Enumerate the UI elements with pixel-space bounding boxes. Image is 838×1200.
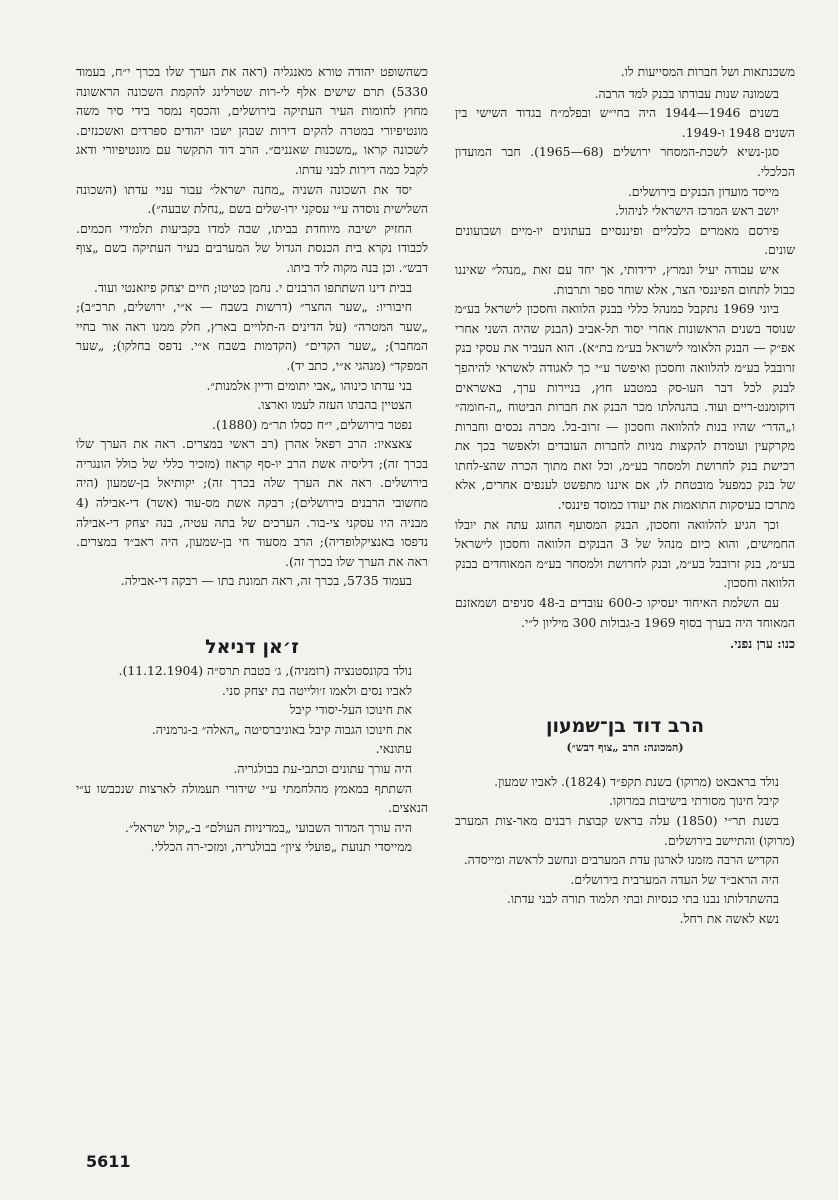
paragraph: בשנים 1946—1944 היה בחי״ש ובפלמ״ח בגדוד השישי בין השנים 1948 ו-1949. bbox=[455, 105, 795, 140]
paragraph: נולד בראבאט (מרוקו) בשנת תקפ״ד (1824). לאביו שמעון. bbox=[494, 773, 779, 789]
paragraph: בהשתדלותו נבנו בתי כנסיות ובתי תלמוד תורה לבני עדתו. bbox=[506, 891, 779, 907]
paragraph: היה עורך המדור השבועי „במדיניות העולם״ ב-„קול ישראל״. bbox=[124, 819, 412, 835]
paragraph: נשא לאשה את רחל. bbox=[679, 910, 779, 926]
paragraph: היה עורך עתונים וכתבי-עת בבולגריה. bbox=[233, 761, 412, 776]
paragraph: החזיק ישיבה מיוחדת בביתו, שבה למדו בקביעות תלמידי חכמים. לכבודו נקרא בית הכנסת הגדול של המערבים בעיר העתיקה בשם „צוף דבש״. וכן בנה מקוה ליד ביתו. bbox=[76, 220, 428, 275]
paragraph: ממייסדי תנועת „פועלי ציון״ בבולגריה, ומזכי-רה הכללי. bbox=[150, 839, 412, 855]
paragraph: בבית דינו השתתפו הרבנים י. נחמן כטיטו; חיים יצחק פיזאנטי ועוד. bbox=[94, 279, 412, 295]
paragraph: עתונאי. bbox=[375, 741, 412, 757]
paragraph: איש עבודה יעיל ונמרץ, ידידותי, אך יחד עם זאת „מנהל״ שאיננו כבול לתחום הפיננסי הצר, אלא שוחר ספר ותרבות. bbox=[455, 261, 795, 297]
paragraph: בעמוד 5735, בכרך זה, ראה תמונת בתו — רבקה די-אבילה. bbox=[120, 573, 412, 589]
entry-subtitle-tzuf-dvash: (המכונה: הרב „צוף דבש״) bbox=[566, 740, 684, 754]
paragraph: את חינוכו הגבוה קיבל באוניברסיטה „האלה״ ב-גרמניה. bbox=[151, 721, 412, 737]
left-column bbox=[76, 62, 428, 1182]
paragraph: את חינוכו העל-יסודי קיבל bbox=[289, 702, 412, 718]
paragraph: פירסם מאמרים כלכליים ופיננסיים בעתונים יו-מיים ושבועונים שונים. bbox=[455, 222, 795, 258]
paragraph: היה הראב״ד של העדה המערבית בירושלים. bbox=[570, 871, 779, 887]
paragraph: הקדיש הרבה מזמנו לארגון עדת המערבים ונחשב לראשה ומייסדה. bbox=[463, 852, 779, 868]
left-column-body bbox=[76, 62, 428, 591]
paragraph: עם השלמת האיחוד יעסיקו כ-600 עובדים ב-48 סניפים ושמאזנם המאוחד היה בערך בסוף 1969 ב-גבולות 300 מיליון ל״י. bbox=[455, 595, 795, 630]
right-column bbox=[455, 62, 795, 1182]
paragraph: נולד בקונסטנציה (רומניה), ג׳ בטבת תרס״ה (11.12.1904). bbox=[118, 663, 412, 679]
paragraph: לאביו נסים ולאמו ז׳ולייטה בת יצחק סני. bbox=[221, 682, 412, 698]
paragraph: בשנת תר״י (1850) עלה בראש קבוצת רבנים מאר-צות המערב (מרוקו) והתיישב בירושלים. bbox=[455, 813, 795, 848]
paragraph: כשהשופט יהודה טורא מאנגליה (ראה את הערך שלו בכרך י״ח, בעמוד 5330) תרם שישים אלף לי-רות שטרלינג להקמת השכונה הראשונה מחוץ לחומות העיר העתיקה בירושלים, והכסף נמסר בידי סיר משה מונטיפיורי במטרה להקים דירות שבהן ישבו יהודים ספרדים ואשכנזים. לשכונה קראו „משכנות שאננים״. הרב דוד התקשר עם מונטיפיורי ודאג לקבל כמה דירות לבני עדתו. bbox=[76, 64, 428, 177]
paragraph: צאצאיו: הרב רפאל אהרן (רב ראשי במצרים. ראה את הערך שלו בכרך זה); דליסיה אשת הרב יו-סף קראוז (מזכיר כללי של כולל הונגריה בירושלים. ראה את הערך שלה בכרך זה); יקותיאל בן-שמעון (היה מחשובי הרבנים בירושלים); רבקה אשת מס-עוד (אשר) די-אבילה (4 מבניה היו עסקני צי-בור. הערכים של בתה עטיה, בנה יצחק די-אבילה נדפסו באנציקלופדיה); הרב מסעוד חי בן-שמעון, היה ראב״ד במצרים. ראה את הערך שלו בכרך זה). bbox=[76, 436, 428, 569]
paragraph: יושב ראש המרכז הישראלי לניהול. bbox=[614, 203, 779, 219]
paragraph: סגן-נשיא לשכת-המסחר ירושלים (68—1965). חבר המועדון הכלכלי. bbox=[455, 144, 795, 179]
paragraph: השתתף במאמץ מהלחמתי ע״י שידורי תעמולה לארצות שנכבשו ע״י הנאצים. bbox=[76, 780, 428, 816]
entry-title-jean-daniel: ז׳אן דניאל bbox=[205, 636, 299, 659]
paragraph: ביוני 1969 נתקבל כמנהל כללי בבנק הלוואה וחסכון לישראל בע״מ שנוסד בשנים הראשונות אחרי יסוד תל-אביב (הבנק שהיה השני אחרי אפ״ק — הבנק הלאומי לישראל בע״מ בת״א). הוא העביר את עסקי בנק זרובבל בע״מ להלוואה וחסכון ואיפשר ע״י כך לאגודה לאשראי להיהפך לבנק לכל דבר העו-סק במטבע חוץ, בניירות ערך, באשראים דוקומנט-ריים ועוד. בהנהלתו מכר הבנק את חברות הביטוח „ה-חומה״ ו„הדר״ שהיו בנות להלוואה וחסכון — זרוב-בל. מכרה נכסים וחברות מקרקעין ועומדת להקצות מניות לחברות העובדים ולאפשר בכך את רכישת בנק לחרושת ולמסחר בע״מ, וכל זאת מתוך הכרה שהצ-לחתו של בנק כמפעל מובטחת לו, אם איננו מתפשט לענפים אחרים, אלא מתרכז בעיסקות התואמות את יעודו כמוסד פיננסי. bbox=[455, 301, 795, 513]
paragraph: בני עדתו כינוהו „אבי יתומים ודיין אלמנות״. bbox=[206, 377, 412, 393]
paragraph: נפטר בירושלים, י״ח כסלו תר״מ (1880). bbox=[212, 416, 412, 432]
paragraph: הצטיין בהבתו העזה לעמו וארצו. bbox=[257, 397, 412, 413]
paragraph: חיבוריו: „שער החצר״ (דרשות בשבח — א״י, ירושלים, תרכ״ב); „שער המטרה״ (על הדינים ה-תלויים בארץ, חלק ממנו ראה אור בחיי המחבר); „שער הקדים״ (הקדמות בשבח א״י. נדפס בחלקו); „שער המפקד״ (מנהגי א״י, כתב יד). bbox=[76, 299, 428, 373]
right-column-body bbox=[455, 62, 795, 632]
entry-body-jean-daniel bbox=[76, 661, 428, 857]
paragraph: משכנתאות ושל חברות המסייעות לו. bbox=[620, 64, 795, 79]
paragraph: בשמונה שנות עבודתו בבנק למד הרבה. bbox=[594, 85, 779, 101]
paragraph: קיבל חינוך מסורתי בישיבות במרוקו. bbox=[609, 793, 779, 809]
entry-body-david-ben-shimon bbox=[455, 772, 795, 929]
page-number: 5611 bbox=[86, 1152, 131, 1171]
paragraph: מייסד מועדון הבנקים בירושלים. bbox=[627, 183, 779, 199]
paragraph: יסד את השכונה השניה „מחנה ישראל״ עבור עניי עדתו (השכונה השלישית נוסדה ע״י עסקני ירו-שלים בשם „נחלת שבעה״). bbox=[76, 181, 428, 217]
paragraph: וכך הגיע להלוואה וחסכון, הבנק המסועף החוגג עתה את יובלו החמישים, והוא כיום מנהל של 3 הבנקים הלוואה וחסכון לישראל בע״מ, בנק זרובבל בע״מ, ובנק לחרושת ולמסחר בע״מ המאוחדים בבנק הלוואה וחסכון. bbox=[455, 516, 795, 591]
article-byline: כנו: ערן נפני. bbox=[729, 636, 795, 652]
entry-title-david-ben-shimon: הרב דוד בן־שמעון bbox=[545, 714, 705, 737]
